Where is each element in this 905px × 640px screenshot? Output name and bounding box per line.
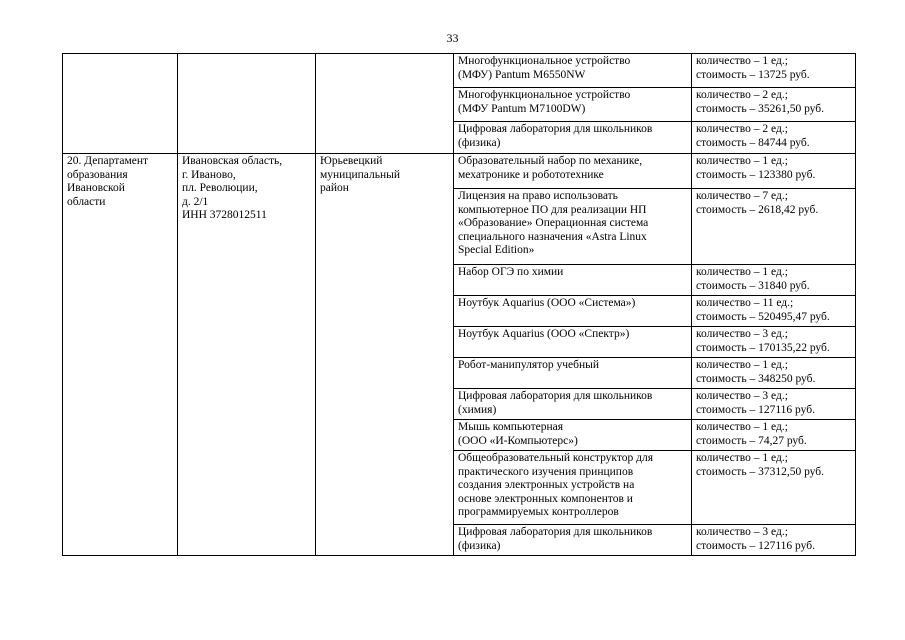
cell-line: Special Edition» xyxy=(458,244,535,256)
item-name-cell xyxy=(454,358,692,389)
item-name-cell xyxy=(454,265,692,296)
cell-line: ИНН 3728012511 xyxy=(182,209,267,221)
quantity-text: количество – 1 ед.; xyxy=(696,452,788,464)
cell-line: Ивановская область, xyxy=(182,155,283,167)
cost-text: стоимость – 13725 руб. xyxy=(696,68,810,81)
item-name-cell xyxy=(454,525,692,556)
equipment-table xyxy=(62,53,856,556)
quantity-text: количество – 3 ед.; xyxy=(696,526,788,538)
cost-text: стоимость – 127116 руб. xyxy=(696,539,815,552)
table-row xyxy=(63,154,856,189)
cost-text: стоимость – 84744 руб. xyxy=(696,136,810,149)
item-name-cell xyxy=(454,389,692,420)
cell-line: создания электронных устройств на xyxy=(458,479,635,491)
cell-line: Набор ОГЭ по химии xyxy=(458,266,564,278)
cell-line: Многофункциональное устройство xyxy=(458,89,631,101)
quantity-cost-cell xyxy=(692,451,856,525)
cost-text: стоимость – 520495,47 руб. xyxy=(696,310,830,323)
item-name-cell xyxy=(454,154,692,189)
cell-line: области xyxy=(67,195,106,208)
quantity-text: количество – 2 ед.; xyxy=(696,123,788,135)
empty-address-cell xyxy=(178,54,316,154)
cell-line: пл. Революции, xyxy=(182,182,258,194)
quantity-text: количество – 1 ед.; xyxy=(696,266,788,278)
quantity-text: количество – 1 ед.; xyxy=(696,55,788,67)
cell-line: практического изучения принципов xyxy=(458,465,634,478)
cost-text: стоимость – 35261,50 руб. xyxy=(696,102,824,115)
cell-line: Ноутбук Aquarius (ООО «Система») xyxy=(458,297,636,309)
cell-line: мехатронике и робототехнике xyxy=(458,168,604,181)
cell-line: Лицензия на право использовать xyxy=(458,190,618,202)
quantity-cost-cell xyxy=(692,265,856,296)
cell-line: компьютерное ПО для реализации НП xyxy=(458,203,647,216)
item-name-cell xyxy=(454,420,692,451)
quantity-cost-cell xyxy=(692,122,856,154)
cell-line: район xyxy=(320,182,349,194)
item-name-cell xyxy=(454,296,692,327)
cost-text: стоимость – 123380 руб. xyxy=(696,168,816,181)
cost-text: стоимость – 348250 руб. xyxy=(696,372,816,385)
cell-line: Мышь компьютерная xyxy=(458,421,564,433)
quantity-text: количество – 7 ед.; xyxy=(696,190,788,202)
cell-line: Цифровая лаборатория для школьников xyxy=(458,390,653,402)
address-cell xyxy=(178,154,316,556)
cell-line: Образовательный набор по механике, xyxy=(458,155,643,167)
quantity-cost-cell xyxy=(692,358,856,389)
quantity-text: количество – 11 ед.; xyxy=(696,297,794,309)
cell-line: основе электронных компонентов и xyxy=(458,492,633,505)
cell-line: Многофункциональное устройство xyxy=(458,55,631,67)
quantity-text: количество – 3 ед.; xyxy=(696,390,788,402)
cell-line: программируемых контроллеров xyxy=(458,506,619,518)
cell-line: Цифровая лаборатория для школьников xyxy=(458,526,653,538)
quantity-text: количество – 3 ед.; xyxy=(696,328,788,340)
cost-text: стоимость – 127116 руб. xyxy=(696,403,815,416)
quantity-text: количество – 2 ед.; xyxy=(696,89,788,101)
district-cell xyxy=(316,154,454,556)
cell-line: Ивановской xyxy=(67,182,125,194)
cell-line: 20. Департамент xyxy=(67,155,149,167)
quantity-cost-cell xyxy=(692,327,856,358)
cell-line: «Образование» Операционная система xyxy=(458,217,649,229)
cell-line: (химия) xyxy=(458,403,497,416)
page-number: 33 xyxy=(446,31,459,45)
item-name-cell xyxy=(454,88,692,122)
quantity-cost-cell xyxy=(692,296,856,327)
cost-text: стоимость – 2618,42 руб. xyxy=(696,203,819,216)
cost-text: стоимость – 37312,50 руб. xyxy=(696,465,824,478)
item-name-cell xyxy=(454,327,692,358)
cell-line: (МФУ) Pantum M6550NW xyxy=(458,68,586,81)
item-name-cell xyxy=(454,451,692,525)
cell-line: Цифровая лаборатория для школьников xyxy=(458,123,653,135)
cell-line: специального назначения «Astra Linux xyxy=(458,230,647,243)
cell-line: (физика) xyxy=(458,136,501,149)
table-row xyxy=(63,54,856,88)
quantity-cost-cell xyxy=(692,389,856,420)
cell-line: муниципальный xyxy=(320,168,401,181)
quantity-text: количество – 1 ед.; xyxy=(696,359,788,371)
cell-line: (ООО «И-Компьютерс») xyxy=(458,434,578,447)
quantity-cost-cell xyxy=(692,88,856,122)
quantity-cost-cell xyxy=(692,525,856,556)
item-name-cell xyxy=(454,54,692,88)
cell-line: д. 2/1 xyxy=(182,195,209,208)
cell-line: (физика) xyxy=(458,539,501,552)
quantity-cost-cell xyxy=(692,420,856,451)
quantity-cost-cell xyxy=(692,189,856,265)
item-name-cell xyxy=(454,122,692,154)
quantity-text: количество – 1 ед.; xyxy=(696,421,788,433)
quantity-cost-cell xyxy=(692,154,856,189)
cost-text: стоимость – 31840 руб. xyxy=(696,279,810,292)
cell-line: г. Иваново, xyxy=(182,168,236,181)
empty-org-cell xyxy=(63,54,178,154)
cell-line: Ноутбук Aquarius (ООО «Спектр») xyxy=(458,328,630,340)
cell-line: образования xyxy=(67,168,128,181)
empty-district-cell xyxy=(316,54,454,154)
quantity-cost-cell xyxy=(692,54,856,88)
cost-text: стоимость – 170135,22 руб. xyxy=(696,341,830,354)
organization-cell xyxy=(63,154,178,556)
item-name-cell xyxy=(454,189,692,265)
cell-line: Общеобразовательный конструктор для xyxy=(458,452,653,464)
cell-line: (МФУ Pantum M7100DW) xyxy=(458,102,586,115)
quantity-text: количество – 1 ед.; xyxy=(696,155,788,167)
cell-line: Юрьевецкий xyxy=(320,155,383,167)
cost-text: стоимость – 74,27 руб. xyxy=(696,434,807,447)
cell-line: Робот-манипулятор учебный xyxy=(458,359,599,371)
